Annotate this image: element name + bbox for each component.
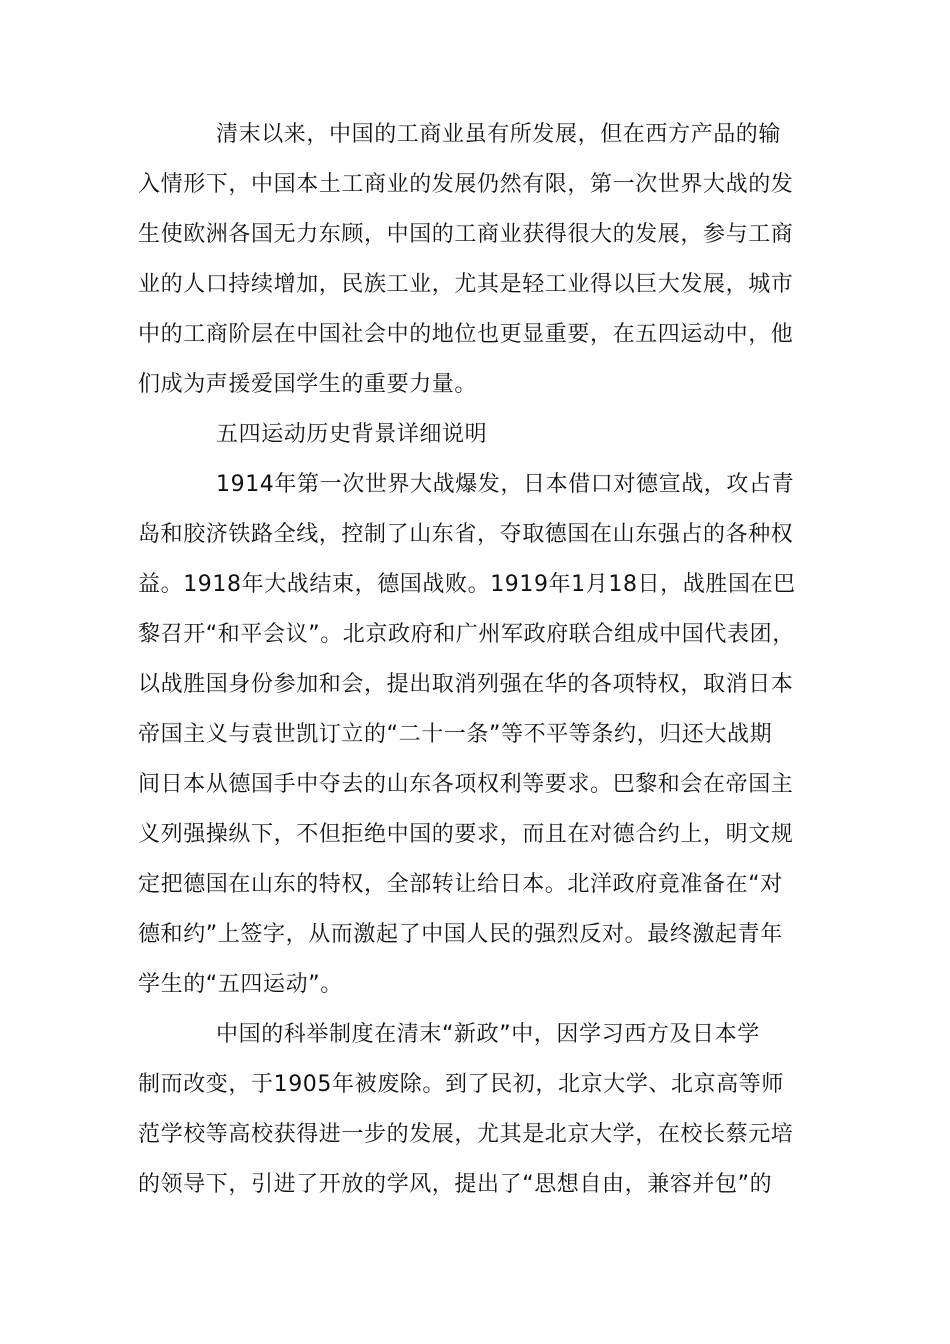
paragraph-3-line-3: 范学校等高校获得进一步的发展，尤其是北京大学，在校长蔡元培 (138, 1122, 794, 1147)
section-heading: 五四运动历史背景详细说明 (216, 422, 488, 447)
paragraph-3-line-2: 制而改变，于1905年被废除。到了民初，北京大学、北京高等师 (138, 1072, 784, 1097)
paragraph-3-line-1: 中国的科举制度在清末“新政”中，因学习西方及日本学 (216, 1022, 760, 1047)
paragraph-2-line-4: 黎召开“和平会议”。北京政府和广州军政府联合组成中国代表团， (138, 622, 795, 647)
paragraph-1-line-5: 中的工商阶层在中国社会中的地位也更显重要，在五四运动中，他 (138, 322, 794, 347)
paragraph-1-line-2: 入情形下，中国本土工商业的发展仍然有限，第一次世界大战的发 (138, 172, 794, 197)
paragraph-2-line-7: 间日本从德国手中夺去的山东各项权利等要求。巴黎和会在帝国主 (138, 772, 794, 797)
paragraph-1-line-4: 业的人口持续增加，民族工业，尤其是轻工业得以巨大发展，城市 (138, 272, 794, 297)
paragraph-2-line-2: 岛和胶济铁路全线，控制了山东省，夺取德国在山东强占的各种权 (138, 522, 794, 547)
paragraph-2-line-3: 益。1918年大战结束，德国战败。1919年1月18日，战胜国在巴 (138, 572, 796, 597)
paragraph-1-line-6: 们成为声援爱国学生的重要力量。 (138, 372, 478, 397)
paragraph-2-line-8: 义列强操纵下，不但拒绝中国的要求，而且在对德合约上，明文规 (138, 822, 794, 847)
paragraph-3-line-4: 的领导下，引进了开放的学风，提出了“思想自由，兼容并包”的 (138, 1172, 773, 1197)
paragraph-2-line-5: 以战胜国身份参加和会，提出取消列强在华的各项特权，取消日本 (138, 672, 794, 697)
paragraph-2-line-1: 1914年第一次世界大战爆发，日本借口对德宣战，攻占青 (216, 472, 795, 497)
paragraph-1-line-3: 生使欧洲各国无力东顾，中国的工商业获得很大的发展，参与工商 (138, 222, 794, 247)
paragraph-2-line-10: 德和约”上签字，从而激起了中国人民的强烈反对。最终激起青年 (138, 922, 783, 947)
paragraph-2-line-11: 学生的“五四运动”。 (138, 972, 343, 997)
paragraph-2-line-9: 定把德国在山东的特权，全部转让给日本。北洋政府竟准备在“对 (138, 872, 783, 897)
paragraph-2-line-6: 帝国主义与袁世凯订立的“二十一条”等不平等条约，归还大战期 (138, 722, 773, 747)
paragraph-1-line-1: 清末以来，中国的工商业虽有所发展，但在西方产品的输 (216, 122, 782, 147)
